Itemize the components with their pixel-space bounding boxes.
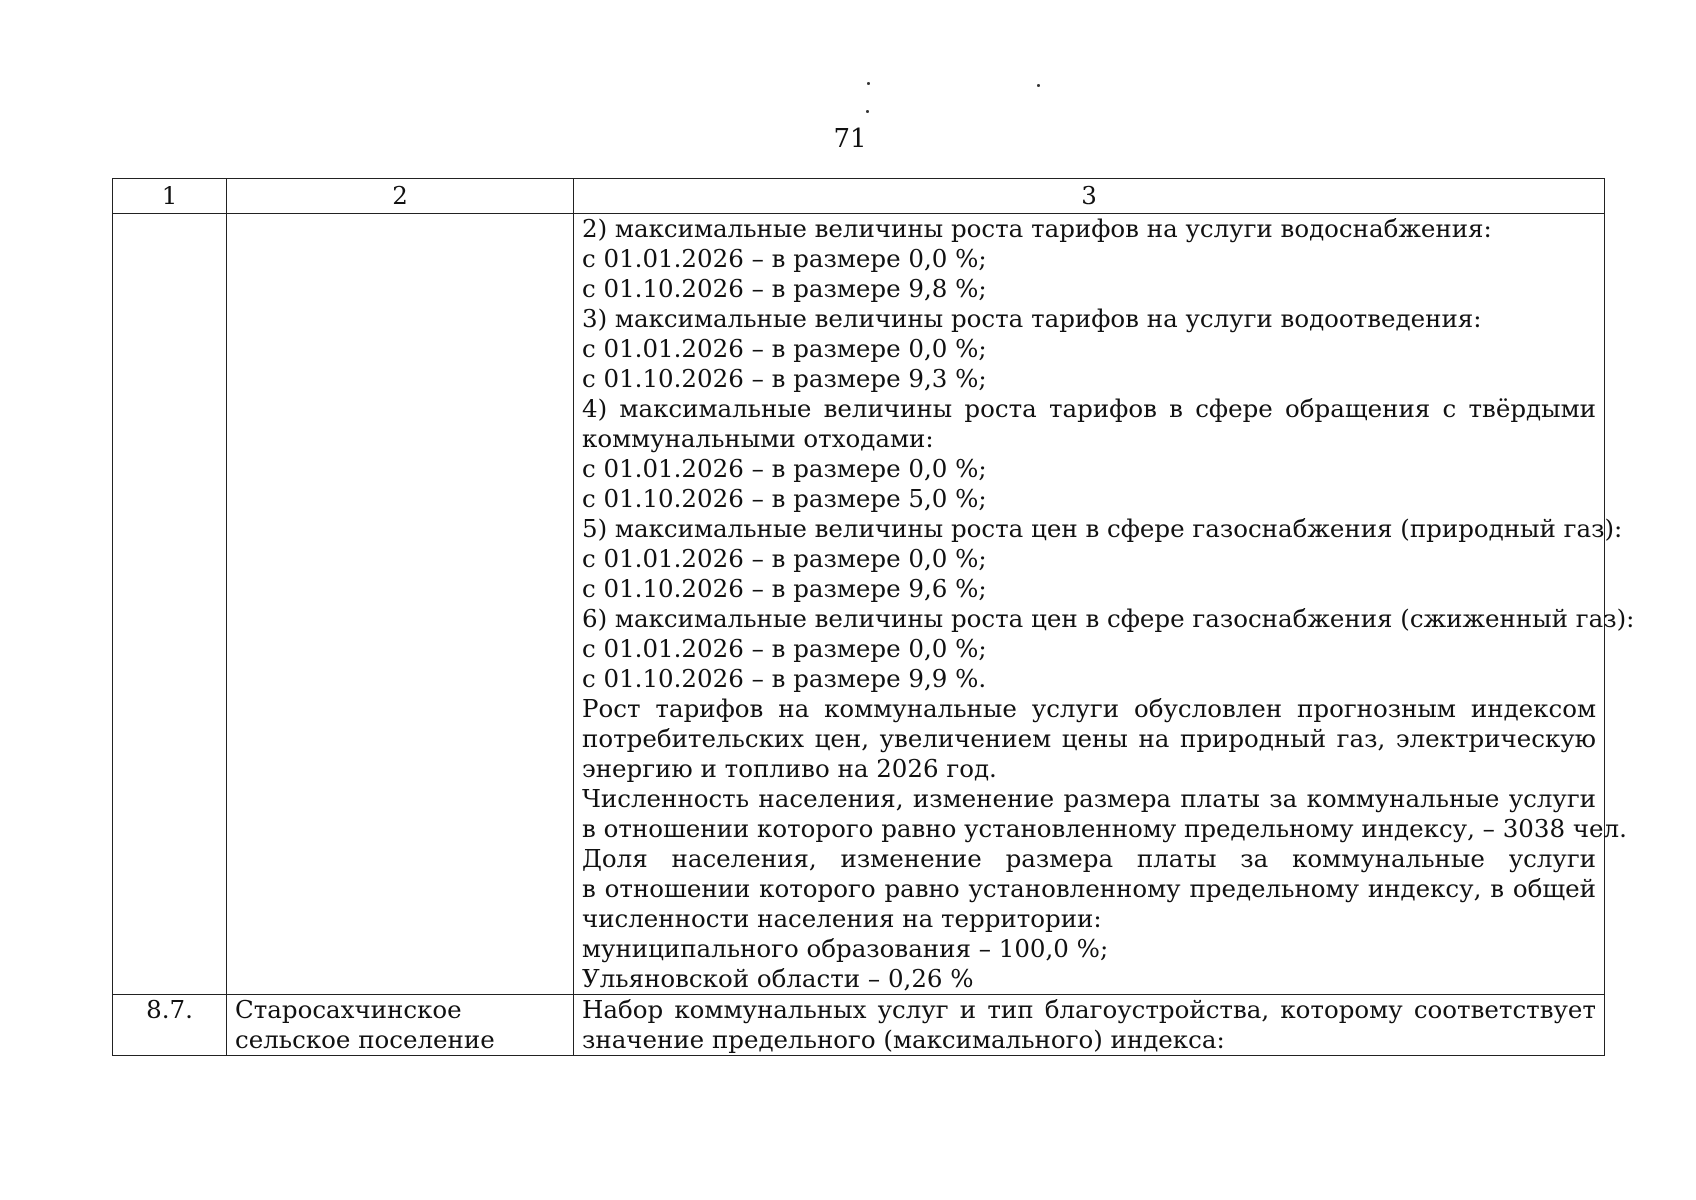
text-line: 3) максимальные величины роста тарифов на услуги водоотведения: (582, 304, 1482, 333)
text-line: Рост тарифов на коммунальные услуги обусловлен прогнозным индексом (582, 694, 1596, 723)
text-line: с 01.10.2026 – в размере 9,9 %. (582, 664, 987, 693)
text-line: энергию и топливо на 2026 год. (582, 754, 997, 783)
text-line: в отношении которого равно установленному предельному индексу, – 3038 чел. (582, 814, 1627, 843)
text-line: 5) максимальные величины роста цен в сфере газоснабжения (природный газ): (582, 514, 1623, 543)
text-line: потребительских цен, увеличением цены на природный газ, электрическую (582, 724, 1596, 753)
text-line: с 01.10.2026 – в размере 9,6 %; (582, 574, 987, 603)
header-col-1: 1 (113, 179, 227, 214)
text-line: с 01.10.2026 – в размере 9,3 %; (582, 364, 987, 393)
row-number-cell: 8.7. (113, 995, 227, 1056)
text-line: Численность населения, изменение размера платы за коммунальные услуги (582, 784, 1596, 813)
text-line: 4) максимальные величины роста тарифов в сфере обращения с твёрдыми (582, 394, 1596, 423)
text-line: численности населения на территории: (582, 904, 1102, 933)
tariff-table (112, 178, 1635, 1056)
text-line: с 01.01.2026 – в размере 0,0 %; (582, 544, 987, 573)
text-line: значение предельного (максимального) индекса: (582, 1025, 1225, 1054)
text-line: с 01.01.2026 – в размере 0,0 %; (582, 334, 987, 363)
settlement-name-line: сельское поселение (235, 1025, 495, 1054)
text-line: с 01.01.2026 – в размере 0,0 %; (582, 244, 987, 273)
header-col-2: 2 (227, 179, 574, 214)
table-header-row (113, 179, 1605, 214)
text-line: с 01.10.2026 – в размере 5,0 %; (582, 484, 987, 513)
text-line: Ульяновской области – 0,26 % (582, 964, 974, 993)
page-number: 71 (833, 124, 867, 154)
header-col-3: 3 (574, 179, 1605, 214)
settlement-name-line: Старосахчинское (235, 995, 462, 1024)
text-line: с 01.10.2026 – в размере 9,8 %; (582, 274, 987, 303)
text-line: муниципального образования – 100,0 %; (582, 934, 1109, 963)
scan-speck (1037, 84, 1040, 87)
row-number-cell (113, 214, 227, 995)
scan-speck (867, 82, 870, 85)
text-line: коммунальными отходами: (582, 424, 934, 453)
table-row (113, 995, 1605, 1056)
scan-speck (866, 110, 869, 113)
tariff-description-cell (574, 995, 1605, 1056)
table-row (113, 214, 1605, 995)
text-line: Доля населения, изменение размера платы за коммунальные услуги (582, 844, 1596, 873)
text-line: с 01.01.2026 – в размере 0,0 %; (582, 634, 987, 663)
text-line: в отношении которого равно установленному предельному индексу, в общей (582, 874, 1596, 903)
text-line: 2) максимальные величины роста тарифов на услуги водоснабжения: (582, 214, 1492, 243)
text-line: с 01.01.2026 – в размере 0,0 %; (582, 454, 987, 483)
text-line: 6) максимальные величины роста цен в сфере газоснабжения (сжиженный газ): (582, 604, 1635, 633)
tariff-description-cell (574, 214, 1635, 995)
text-line: Набор коммунальных услуг и тип благоустройства, которому соответствует (582, 995, 1596, 1024)
settlement-name-cell (227, 214, 574, 995)
settlement-name-cell (227, 995, 574, 1056)
